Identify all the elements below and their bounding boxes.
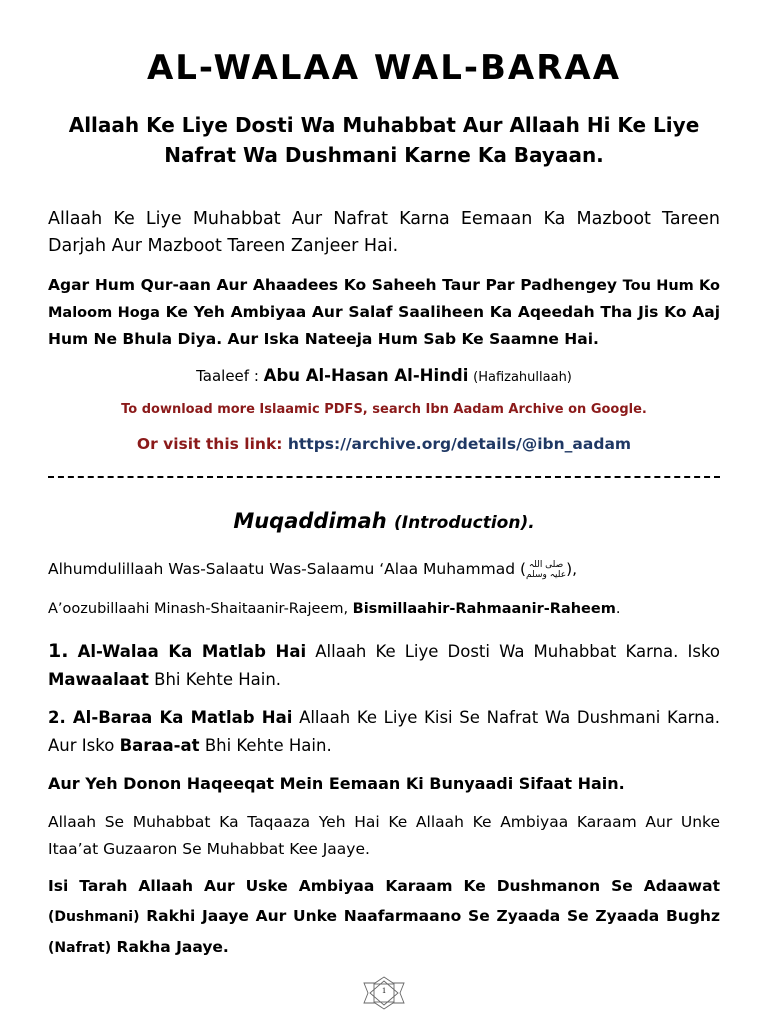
- isi-part-3: Rakhi Jaaye Aur Unke Naafarmaano Se Zyaada Se Zyaada Bughz: [146, 907, 720, 925]
- definition-walaa: [48, 637, 720, 694]
- visit-line: [0, 432, 768, 456]
- document-subtitle: [40, 110, 728, 170]
- baraa-term: 2. Al-Baraa Ka Matlab Hai: [48, 708, 293, 727]
- aoozu-end: .: [615, 601, 621, 617]
- walaa-text: Allaah Ke Liye Dosti Wa Muhabbat Karna. Isko: [315, 642, 721, 661]
- author-label: Taaleef :: [196, 367, 259, 385]
- dashed-separator: [48, 476, 720, 478]
- isi-part-4: (Nafrat): [48, 940, 112, 956]
- bold-paragraph-part-2: Tou Hum Ko Maloom Hoga: [48, 278, 721, 321]
- intro-paragraph: Allaah Ke Liye Muhabbat Aur Nafrat Karna Eemaan Ka Mazboot Tareen Darjah Aur Mazboot Tareen Zanjeer Hai.: [48, 209, 720, 256]
- section-subtitle: (Introduction).: [393, 513, 535, 533]
- baraa-end: Bhi Kehte Hain.: [204, 736, 332, 755]
- section-title: Muqaddimah: [233, 509, 387, 533]
- walaa-end: Bhi Kehte Hain.: [154, 670, 282, 689]
- salutation-glyph: [526, 560, 566, 580]
- section-heading: [0, 506, 768, 538]
- greeting-text: Alhumdulillaah Was-Salaatu Was-Salaamu ‘Alaa Muhammad (: [48, 560, 527, 578]
- bold-paragraph-part-1: Agar Hum Qur-aan Aur Ahaadees Ko Saheeh Taur Par Padhengey: [48, 276, 617, 294]
- document-title: AL-WALAA WAL-BARAA: [146, 48, 622, 88]
- isi-part-1: Isi Tarah Allaah Aur Uske Ambiyaa Karaam Ke Dushmanon Se Adaawat: [48, 877, 720, 895]
- author-honorific: (Hafizahullaah): [473, 370, 572, 385]
- walaa-term: Al-Walaa Ka Matlab Hai: [77, 642, 307, 661]
- bold-paragraph: [48, 272, 720, 352]
- salutation-glyph-top: صلی اللہ: [528, 559, 564, 570]
- definition-number-1: 1.: [48, 640, 69, 662]
- visit-label: Or visit this link:: [136, 435, 283, 453]
- haqeeqat-statement: Aur Yeh Donon Haqeeqat Mein Eemaan Ki Bunyaadi Sifaat Hain.: [48, 774, 625, 793]
- subtitle-line-2: Nafrat Wa Dushmani Karne Ka Bayaan.: [164, 143, 604, 167]
- aoozu-text: A’oozubillaahi Minash-Shaitaanir-Rajeem,: [48, 601, 349, 617]
- isi-paragraph: [48, 871, 720, 963]
- love-paragraph: Allaah Se Muhabbat Ka Taqaaza Yeh Hai Ke Allaah Ke Ambiyaa Karaam Aur Unke Itaa’at Guzaaron Se Muhabbat Kee Jaaye.: [48, 813, 720, 858]
- isi-part-2: (Dushmani): [48, 909, 140, 925]
- isi-part-5: Rakha Jaaye.: [116, 938, 229, 956]
- bold-paragraph-part-3: Ke Yeh Ambiyaa Aur Salaf Saaliheen Ka Aqeedah Tha Jis Ko Aaj Hum Ne Bhula Diya. Aur Iska Nateeja Hum Sab Ke Saamne Hai.: [48, 303, 721, 348]
- greeting-close: ),: [566, 560, 578, 578]
- bismillah-text: Bismillaahir-Rahmaanir-Raheem: [352, 601, 616, 617]
- page-number: 1: [382, 986, 386, 995]
- mawaalaat-term: Mawaalaat: [48, 670, 149, 689]
- definition-baraa: [48, 704, 720, 760]
- greeting-line: [48, 556, 720, 582]
- author-name: Abu Al-Hasan Al-Hindi: [263, 366, 469, 385]
- author-line: [0, 364, 768, 390]
- baraa-text: Allaah Ke Liye Kisi Se Nafrat Wa Dushmani Karna. Aur Isko: [48, 708, 720, 755]
- subtitle-line-1: Allaah Ke Liye Dosti Wa Muhabbat Aur Allaah Hi Ke Liye: [68, 113, 700, 137]
- salutation-glyph-bottom: علیہ وسلم: [526, 569, 567, 580]
- download-note: To download more Islaamic PDFS, search Ibn Aadam Archive on Google.: [121, 402, 647, 417]
- baraa-at-term: Baraa-at: [119, 736, 200, 755]
- aoozu-line: [48, 597, 720, 621]
- archive-link[interactable]: https://archive.org/details/@ibn_aadam: [287, 435, 632, 453]
